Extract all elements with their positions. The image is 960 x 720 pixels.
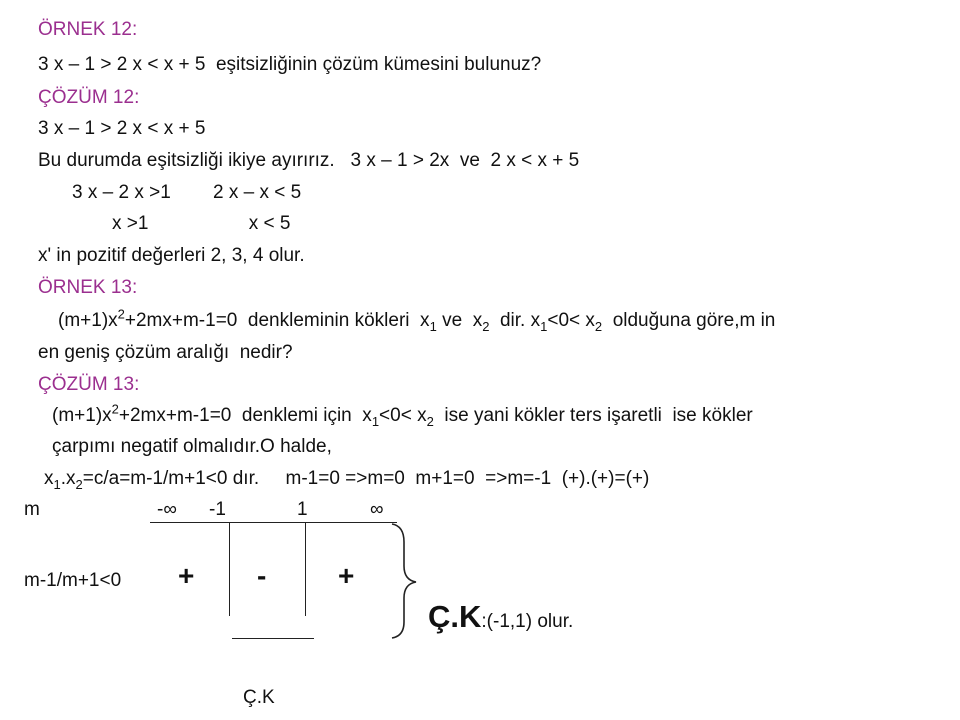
- sign-table-variable: m: [24, 499, 40, 520]
- sign-plus-right: +: [338, 560, 355, 591]
- ck-underline: [232, 638, 314, 639]
- solution-13-line-1: $(m+1)x^2+2mx+m-1=0$ denklemi için $x_1<0< x_2$ ise yani kökler ters işaretli ise kökler: [52, 401, 753, 429]
- right-brace-icon: [388, 522, 424, 640]
- example-12-question: 3 x – 1 > 2 x < x + 5 eşitsizliğinin çözüm kümesini bulunuz?: [38, 54, 542, 75]
- solution-12-line-5: x' in pozitif değerleri 2, 3, 4 olur.: [38, 245, 305, 266]
- sign-table-divider-2: [305, 522, 306, 616]
- sign-plus-left: +: [178, 560, 195, 591]
- solution-13-line-3: $x_1.x_2=c/a=m-1/m+1<0$ dır. m-1=0 =>m=0 m+1=0 =>m=-1 (+).(+)=(+): [44, 468, 650, 492]
- solution-13-title: ÇÖZÜM 13:: [38, 374, 140, 395]
- solution-13-line-2: çarpımı negatif olmalıdır.O halde,: [52, 436, 332, 457]
- ck-bottom-label: Ç.K: [243, 687, 275, 708]
- sign-table-divider-1: [229, 522, 230, 616]
- solution-12-line-2: Bu durumda eşitsizliği ikiye ayırırız. 3 x – 1 > 2x ve 2 x < x + 5: [38, 150, 580, 171]
- solution-12-line-4: x >1 x < 5: [112, 213, 291, 234]
- solution-12-line-1: 3 x – 1 > 2 x < x + 5: [38, 118, 206, 139]
- solution-12-title: ÇÖZÜM 12:: [38, 87, 140, 108]
- sign-table-expression: m-1/m+1<0: [24, 570, 122, 591]
- example-12-title: ÖRNEK 12:: [38, 19, 138, 40]
- sign-minus-middle: -: [257, 560, 267, 591]
- sign-table-neg-infinity: -∞: [157, 499, 177, 520]
- solution-set-result: Ç.K:(-1,1) olur.: [428, 599, 574, 634]
- example-13-line-1: $(m+1)x^2+2mx+m-1=0$ denkleminin kökleri $x_1$ ve $x_2$ dir. $x_1<0< x_2$ olduğuna göre,m in: [58, 306, 776, 334]
- sign-table-one: 1: [297, 499, 308, 520]
- sign-table-minus-one: -1: [209, 499, 226, 520]
- example-13-title: ÖRNEK 13:: [38, 277, 138, 298]
- sign-table-top-line: [150, 522, 397, 523]
- sign-table-pos-infinity: ∞: [370, 499, 384, 520]
- solution-12-line-3: 3 x – 2 x >1 2 x – x < 5: [72, 182, 302, 203]
- example-13-line-2: en geniş çözüm aralığı nedir?: [38, 342, 293, 363]
